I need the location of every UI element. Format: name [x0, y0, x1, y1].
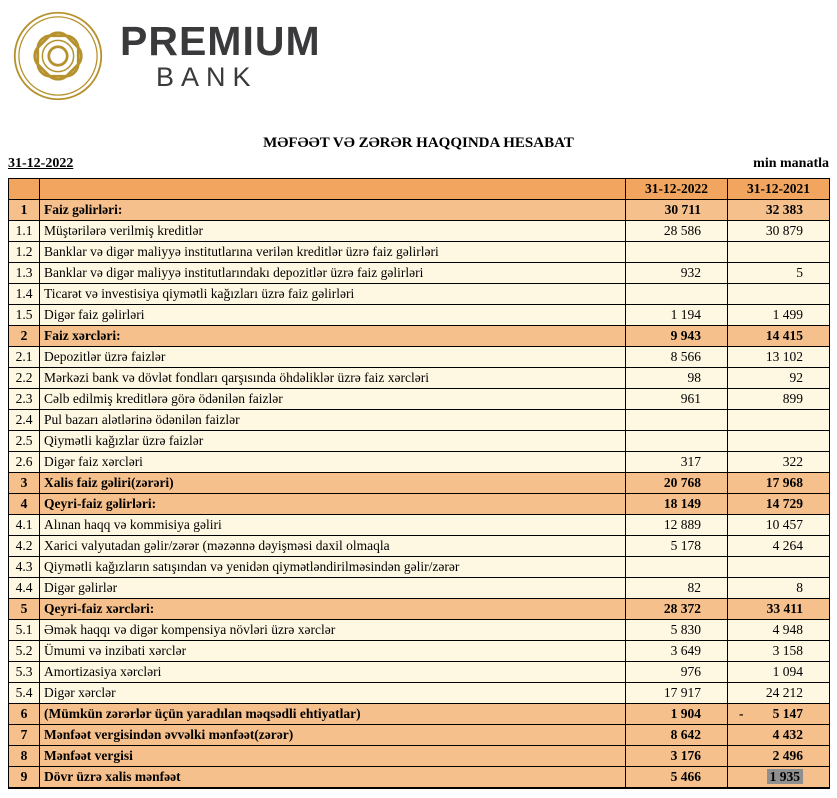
value-2021: 1 094 — [728, 662, 830, 683]
value-2022: 5 830 — [626, 620, 728, 641]
table-row — [9, 599, 830, 620]
table-row — [9, 704, 830, 725]
table-row — [9, 473, 830, 494]
value-2021: 2 496 — [728, 746, 830, 767]
table-row — [9, 620, 830, 641]
col-header-number — [9, 179, 40, 200]
value-2021: 5 — [728, 263, 830, 284]
value-2022: 12 889 — [626, 515, 728, 536]
value-2021: 13 102 — [728, 347, 830, 368]
row-number: 1.5 — [9, 305, 40, 326]
premium-bank-logo — [12, 10, 321, 102]
value-2022: 9 943 — [626, 326, 728, 347]
logo-text — [120, 20, 321, 92]
table-row — [9, 284, 830, 305]
table-row — [9, 578, 830, 599]
row-number: 5.1 — [9, 620, 40, 641]
row-label: Qiymətli kağızlar üzrə faizlər — [40, 431, 626, 452]
table-body — [9, 200, 830, 789]
table-row — [9, 263, 830, 284]
value-2022 — [626, 431, 728, 452]
row-number: 5.2 — [9, 641, 40, 662]
row-label: Digər faiz xərcləri — [40, 452, 626, 473]
value-2021 — [728, 284, 830, 305]
value-2022 — [626, 557, 728, 578]
value-2021: 14 729 — [728, 494, 830, 515]
row-label: Qeyri-faiz gəlirləri: — [40, 494, 626, 515]
row-number: 7 — [9, 725, 40, 746]
value-2022: 1 904 — [626, 704, 728, 725]
row-label: Mənfəət vergisindən əvvəlki mənfəət(zərər) — [40, 725, 626, 746]
row-number: 4.2 — [9, 536, 40, 557]
table-row — [9, 221, 830, 242]
row-number: 2.3 — [9, 389, 40, 410]
table-row — [9, 368, 830, 389]
table-row — [9, 536, 830, 557]
report-date: 31-12-2022 — [8, 156, 74, 171]
row-label: Ümumi və inzibati xərclər — [40, 641, 626, 662]
value-2022: 20 768 — [626, 473, 728, 494]
row-number: 4.3 — [9, 557, 40, 578]
value-2021: 4 948 — [728, 620, 830, 641]
table-row — [9, 515, 830, 536]
row-label: Digər gəlirlər — [40, 578, 626, 599]
value-2022 — [626, 284, 728, 305]
value-2021 — [728, 431, 830, 452]
row-number: 2.2 — [9, 368, 40, 389]
value-2021: 33 411 — [728, 599, 830, 620]
table-row — [9, 410, 830, 431]
negative-sign: - — [739, 706, 744, 721]
row-number: 2.1 — [9, 347, 40, 368]
row-label: Dövr üzrə xalis mənfəət — [40, 767, 626, 789]
table-row — [9, 326, 830, 347]
knot-emblem-icon — [12, 10, 104, 102]
row-number: 5.4 — [9, 683, 40, 704]
value-2022: 98 — [626, 368, 728, 389]
row-label: Faiz xərcləri: — [40, 326, 626, 347]
value-2022: 28 586 — [626, 221, 728, 242]
table-row — [9, 242, 830, 263]
value-2021: 10 457 — [728, 515, 830, 536]
row-label: Cəlb edilmiş kreditlərə görə ödənilən faizlər — [40, 389, 626, 410]
value-2021: 14 415 — [728, 326, 830, 347]
row-label: Amortizasiya xərcləri — [40, 662, 626, 683]
table-row — [9, 746, 830, 767]
value-2021 — [728, 410, 830, 431]
row-number: 2 — [9, 326, 40, 347]
value-2021: 8 — [728, 578, 830, 599]
row-number: 5 — [9, 599, 40, 620]
table-row — [9, 767, 830, 789]
row-number: 2.5 — [9, 431, 40, 452]
value-2022: 8 566 — [626, 347, 728, 368]
unit-label: min manatla — [753, 156, 829, 171]
row-label: Digər xərclər — [40, 683, 626, 704]
col-header-2022: 31-12-2022 — [626, 179, 728, 200]
row-label: Alınan haqq və kommisiya gəliri — [40, 515, 626, 536]
value-2021: 3 158 — [728, 641, 830, 662]
value-2021: 30 879 — [728, 221, 830, 242]
table-row — [9, 389, 830, 410]
row-label: Qiymətli kağızların satışından və yenidən qiymətləndirilməsindən gəlir/zərər — [40, 557, 626, 578]
value-2022: 976 — [626, 662, 728, 683]
value-2021: 17 968 — [728, 473, 830, 494]
row-number: 6 — [9, 704, 40, 725]
row-number: 1.1 — [9, 221, 40, 242]
value-2022: 5 466 — [626, 767, 728, 789]
report-title: MƏFƏƏT VƏ ZƏRƏR HAQQINDA HESABAT — [263, 135, 574, 151]
row-label: (Mümkün zərərlər üçün yaradılan məqsədli ehtiyatlar) — [40, 704, 626, 725]
value-2021 — [728, 557, 830, 578]
value-2022: 30 711 — [626, 200, 728, 221]
value-2021 — [728, 242, 830, 263]
value-2022: 82 — [626, 578, 728, 599]
row-label: Depozitlər üzrə faizlər — [40, 347, 626, 368]
table-row — [9, 347, 830, 368]
row-label: Xarici valyutadan gəlir/zərər (məzənnə dəyişməsi daxil olmaqla — [40, 536, 626, 557]
value-2022: 1 194 — [626, 305, 728, 326]
row-label: Qeyri-faiz xərcləri: — [40, 599, 626, 620]
logo-subname: BANK — [156, 62, 258, 92]
row-label: Ticarət və investisiya qiymətli kağızları üzrə faiz gəlirləri — [40, 284, 626, 305]
table-row — [9, 200, 830, 221]
col-header-label — [40, 179, 626, 200]
row-label: Əmək haqqı və digər kompensiya növləri üzrə xərclər — [40, 620, 626, 641]
value-2022 — [626, 410, 728, 431]
table-row — [9, 452, 830, 473]
col-header-2021: 31-12-2021 — [728, 179, 830, 200]
value-2022: 28 372 — [626, 599, 728, 620]
row-label: Pul bazarı alətlərinə ödənilən faizlər — [40, 410, 626, 431]
value-2021: 322 — [728, 452, 830, 473]
row-number: 4 — [9, 494, 40, 515]
row-label: Banklar və digər maliyyə institutlarına verilən kreditlər üzrə faiz gəlirləri — [40, 242, 626, 263]
row-number: 4.4 — [9, 578, 40, 599]
row-number: 2.4 — [9, 410, 40, 431]
table-row — [9, 494, 830, 515]
table-row — [9, 641, 830, 662]
value-2022: 8 642 — [626, 725, 728, 746]
row-label: Mərkəzi bank və dövlət fondları qarşısında öhdəliklər üzrə faiz xərcləri — [40, 368, 626, 389]
table-row — [9, 305, 830, 326]
row-label: Müştərilərə verilmiş kreditlər — [40, 221, 626, 242]
row-label: Mənfəət vergisi — [40, 746, 626, 767]
value-2022: 3 649 — [626, 641, 728, 662]
value-2021: 32 383 — [728, 200, 830, 221]
value-2022: 317 — [626, 452, 728, 473]
table-row — [9, 431, 830, 452]
value-2021: 899 — [728, 389, 830, 410]
row-number: 1.3 — [9, 263, 40, 284]
logo-name: PREMIUM — [120, 18, 321, 64]
row-number: 1.4 — [9, 284, 40, 305]
table-row — [9, 725, 830, 746]
table-header-row — [9, 179, 830, 200]
row-number: 4.1 — [9, 515, 40, 536]
value-2021: 4 432 — [728, 725, 830, 746]
value-2022: 961 — [626, 389, 728, 410]
value-2021: 1 499 — [728, 305, 830, 326]
value-2022: 3 176 — [626, 746, 728, 767]
table-row — [9, 557, 830, 578]
row-number: 8 — [9, 746, 40, 767]
value-2021: 92 — [728, 368, 830, 389]
value-2021 — [728, 767, 830, 789]
row-number: 1 — [9, 200, 40, 221]
row-label: Faiz gəlirləri: — [40, 200, 626, 221]
profit-loss-table — [8, 178, 830, 789]
row-label: Digər faiz gəlirləri — [40, 305, 626, 326]
row-number: 1.2 — [9, 242, 40, 263]
row-number: 5.3 — [9, 662, 40, 683]
value-2021: 24 212 — [728, 683, 830, 704]
row-label: Xalis faiz gəliri(zərəri) — [40, 473, 626, 494]
row-number: 2.6 — [9, 452, 40, 473]
value-2022 — [626, 242, 728, 263]
row-number: 9 — [9, 767, 40, 789]
table-row — [9, 662, 830, 683]
value-2022: 5 178 — [626, 536, 728, 557]
report-meta — [8, 156, 829, 172]
value-2022: 932 — [626, 263, 728, 284]
value-2021: - 5 147 — [728, 704, 830, 725]
value-2022: 17 917 — [626, 683, 728, 704]
value-2021: 4 264 — [728, 536, 830, 557]
table-row — [9, 683, 830, 704]
highlighted-value: 1 935 — [767, 769, 803, 784]
row-label: Banklar və digər maliyyə institutlarındakı depozitlər üzrə faiz gəlirləri — [40, 263, 626, 284]
value-2022: 18 149 — [626, 494, 728, 515]
row-number: 3 — [9, 473, 40, 494]
